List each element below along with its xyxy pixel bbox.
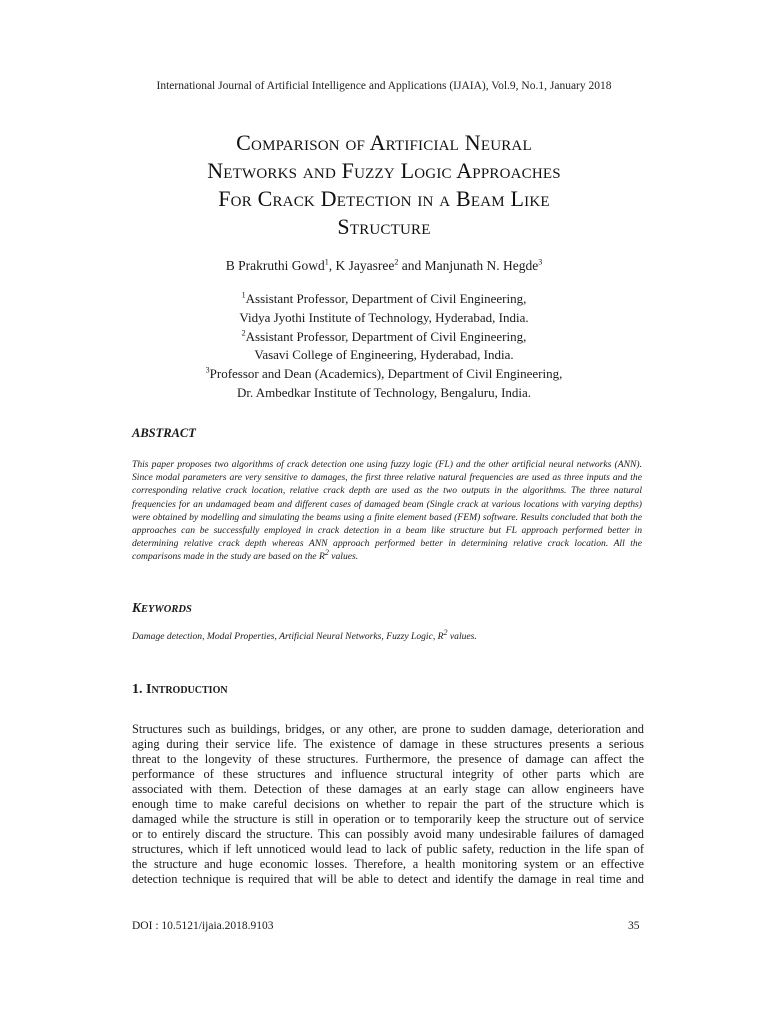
body-line: structures, which if left unnoticed would lead to lack of public safety, reduction in the life span of: [132, 842, 644, 857]
author-sup: 3: [538, 257, 543, 267]
section-title: Introduction: [146, 682, 228, 697]
body-line: aging during their service life. The existence of damage in these structures presents a serious: [132, 737, 644, 752]
affiliation-sup: 3: [205, 365, 210, 375]
keywords-heading-rest: EYWORDS: [141, 604, 192, 615]
abstract-body: [132, 458, 642, 564]
author-name: and Manjunath N. Hegde: [398, 258, 539, 273]
affiliation-sup: 2: [241, 328, 246, 338]
affiliation-line: [0, 384, 768, 403]
introduction-heading: [132, 682, 228, 698]
body-line: the structure and huge economic losses. Therefore, a health monitoring system or an effective: [132, 857, 644, 872]
keywords-text: Damage detection, Modal Properties, Artificial Neural Networks, Fuzzy Logic, R: [132, 631, 444, 642]
affiliations: [0, 290, 768, 403]
body-line: associated with them. Detection of these damages at an early stage can allow engineers have: [132, 782, 644, 797]
affiliation-line: [0, 365, 768, 384]
author-sup: 2: [394, 257, 399, 267]
body-line: performance of these structures and influence structural integrity of other parts which are: [132, 767, 644, 782]
abstract-text-end: values.: [328, 551, 359, 563]
affiliation-text: Dr. Ambedkar Institute of Technology, Bengaluru, India.: [236, 384, 532, 400]
affiliation-line: [0, 328, 768, 347]
affiliation-line: [0, 290, 768, 309]
affiliation-sup: 1: [241, 290, 246, 300]
body-line: damaged while the structure is still in operation or to temporarily keep the structure out of service: [132, 812, 644, 827]
affiliation-line: [0, 309, 768, 328]
title-line: Structure: [337, 214, 431, 239]
affiliation-text: Vasavi College of Engineering, Hyderabad, India.: [254, 347, 514, 363]
affiliation-text: Assistant Professor, Department of Civil Engineering,: [245, 328, 527, 344]
journal-header: International Journal of Artificial Intelligence and Applications (IJAIA), Vol.9, No.1, January 2018: [156, 80, 612, 92]
keywords-text-end: values.: [447, 631, 477, 642]
title-line: Comparison of Artificial Neural: [236, 130, 532, 155]
title-line: For Crack Detection in a Beam Like: [218, 186, 550, 211]
author-name: , K Jayasree: [328, 258, 395, 273]
affiliation-text: Professor and Dean (Academics), Department of Civil Engineering,: [209, 366, 563, 382]
affiliation-text: Vidya Jyothi Institute of Technology, Hyderabad, India.: [239, 309, 529, 325]
keywords-sup: 2: [443, 627, 448, 637]
keywords-heading-initial: K: [132, 600, 142, 615]
body-line: detection technique is required that will be able to detect and identify the damage in real time and: [132, 872, 644, 887]
body-line: threat to the longevity of these structures. Furthermore, the presence of damage can affect the: [132, 752, 644, 767]
abstract-sup: 2: [324, 548, 329, 558]
affiliation-line: [0, 346, 768, 365]
abstract-heading: ABSTRACT: [132, 426, 196, 440]
introduction-body: [132, 722, 644, 888]
footer-doi: DOI : 10.5121/ijaia.2018.9103: [132, 920, 274, 932]
author-list: [0, 258, 768, 274]
body-line: enough time to make careful decisions on whether to repair the part of the structure which is: [132, 797, 644, 812]
keywords-body: [132, 627, 642, 643]
body-line: or to entirely discard the structure. This can possibly avoid many undesirable failures of damaged: [132, 827, 644, 842]
abstract-text: This paper proposes two algorithms of crack detection one using fuzzy logic (FL) and the other artificial neural networks (ANN). Since modal parameters are very sensitive to damages, the first three relative natural frequencies are used as three inputs and the corresponding relative crack location, relative crack depth are used as the two outputs in the algorithms. The three natural frequencies for an undamaged beam and different cases of damaged beam (Single crack at various locations with varying depths) were obtained by modelling and simulating the beams using a finite element based (FEM) software. Results concluded that both the approaches can be successfully employed in crack detection in a beam like structure but FL approach performed better in determining relative crack depth whereas ANN approach performed better in determining relative crack location. All the comparisons made in the study are based on the R: [132, 459, 642, 563]
paper-title: [100, 129, 668, 241]
section-number: 1.: [132, 682, 146, 697]
author-name: B Prakruthi Gowd: [225, 258, 325, 273]
keywords-heading: [132, 600, 192, 616]
body-line: Structures such as buildings, bridges, or any other, are prone to sudden damage, deterioration and: [132, 722, 644, 736]
author-sup: 1: [324, 257, 329, 267]
affiliation-text: Assistant Professor, Department of Civil Engineering,: [245, 291, 527, 306]
page-number: 35: [628, 920, 640, 932]
title-line: Networks and Fuzzy Logic Approaches: [207, 158, 561, 183]
